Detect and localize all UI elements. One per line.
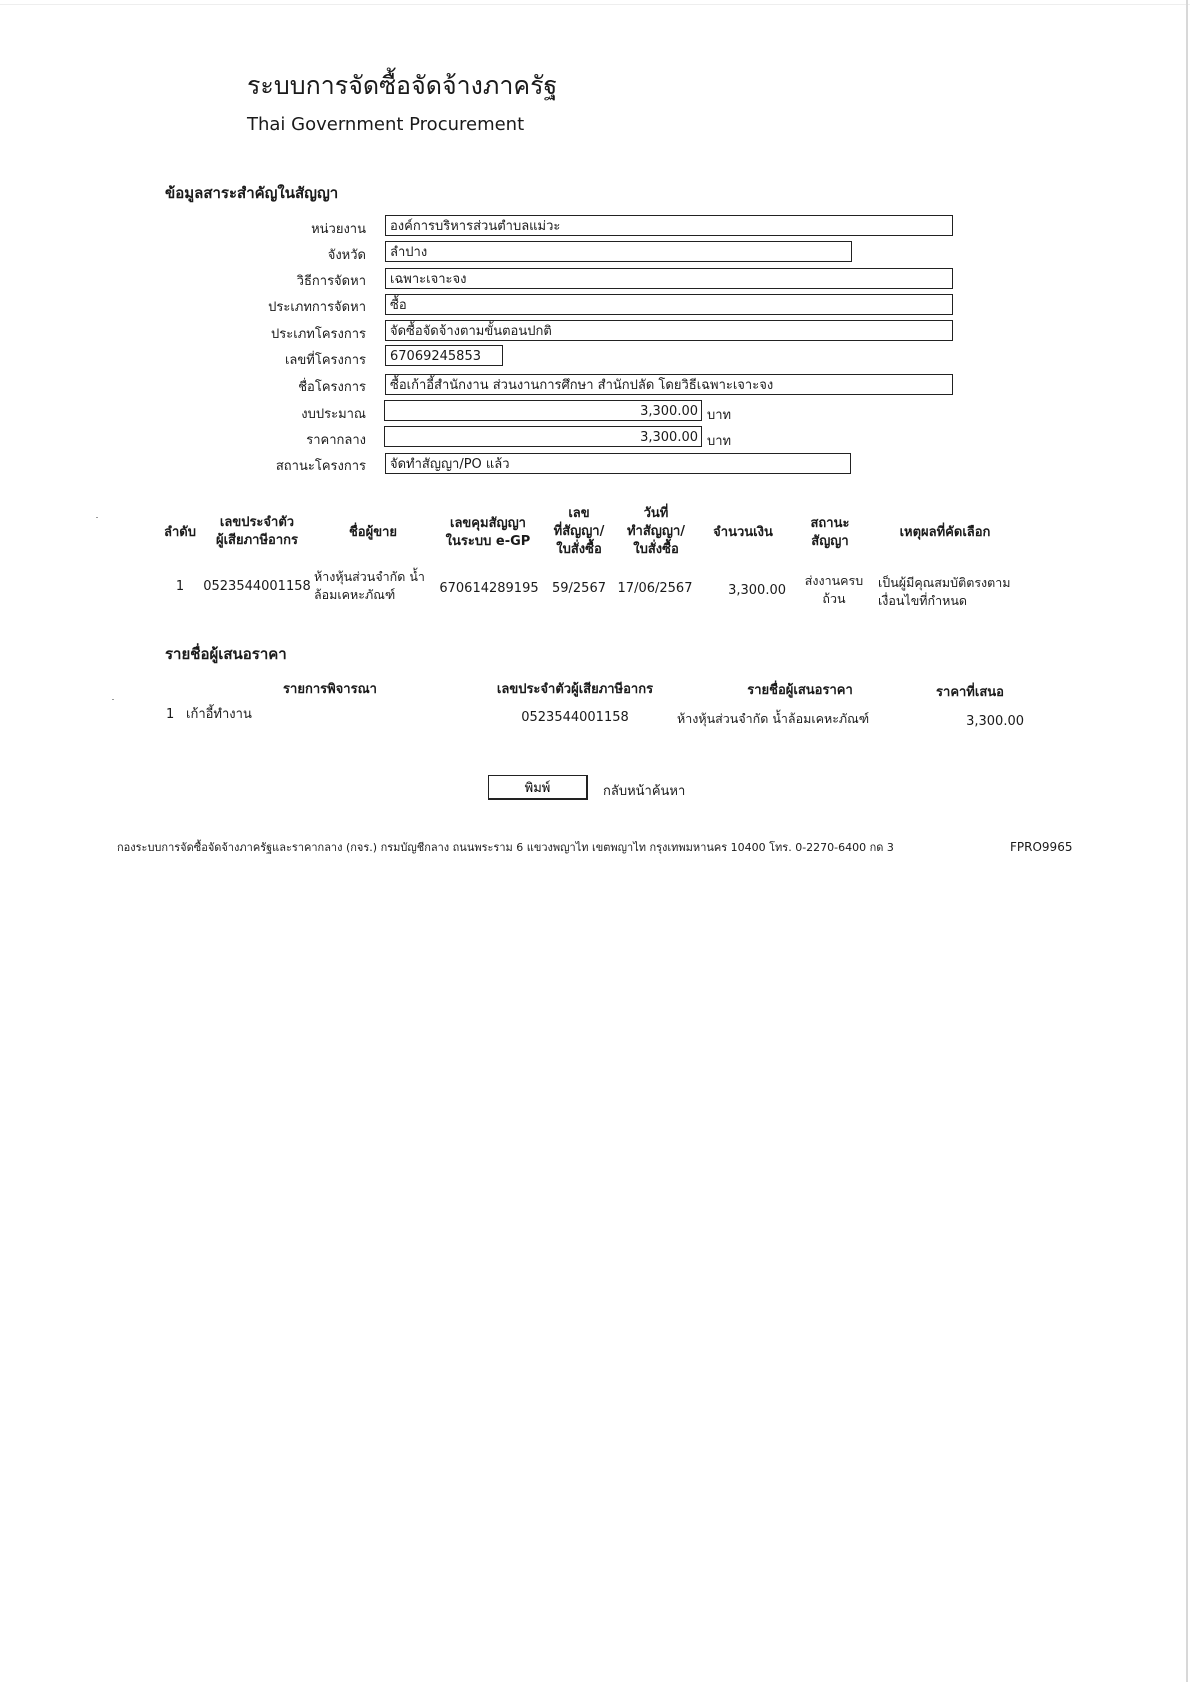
contract-date: 17/06/2567 [617, 581, 693, 596]
bidders-header-name: รายชื่อผู้เสนอราคา [747, 683, 853, 698]
project-name-row [0, 372, 366, 396]
method-label: วิธีการจัดหา [296, 274, 366, 289]
contract-tax-id: 0523544001158 [203, 579, 311, 594]
ref-price-unit: บาท [707, 434, 732, 449]
project-name-field: ซื้อเก้าอี้สำนักงาน ส่วนงานการศึกษา สำนักปลัด โดยวิธีเฉพาะเจาะจง [385, 374, 953, 395]
page-subtitle: Thai Government Procurement [247, 114, 525, 135]
project-type-field: จัดซื้อจัดจ้างตามขั้นตอนปกติ [385, 320, 953, 341]
contracts-header-amount: จำนวนเงิน [713, 525, 773, 540]
contracts-header-contract-date: วันที่ ทำสัญญา/ ใบสั่งซื้อ [626, 506, 685, 557]
scan-speck [112, 699, 114, 700]
project-no-label: เลขที่โครงการ [284, 353, 366, 368]
budget-unit: บาท [707, 408, 732, 423]
ref-price-field: 3,300.00 [384, 426, 702, 447]
footer-code: FPRO9965 [1010, 840, 1073, 854]
contracts-header-control-no: เลขคุมสัญญา ในระบบ e-GP [445, 516, 531, 549]
summary-section-title: ข้อมูลสาระสำคัญในสัญญา [165, 184, 339, 202]
agency-row [0, 214, 366, 238]
project-name-label: ชื่อโครงการ [298, 380, 366, 395]
bidder-price: 3,300.00 [966, 714, 1024, 729]
budget-row [0, 399, 366, 423]
scan-speck [96, 517, 98, 518]
province-label: จังหวัด [327, 248, 366, 263]
project-no-field: 67069245853 [385, 345, 503, 366]
agency-label: หน่วยงาน [311, 222, 366, 237]
agency-field: องค์การบริหารส่วนตำบลแม่วะ [385, 215, 953, 236]
bidders-header-tax-id: เลขประจำตัวผู้เสียภาษีอากร [496, 682, 654, 697]
contract-amount: 3,300.00 [728, 583, 786, 598]
bidders-header-price: ราคาที่เสนอ [936, 685, 1004, 700]
print-button[interactable]: พิมพ์ [488, 775, 588, 800]
project-type-label: ประเภทโครงการ [271, 327, 366, 342]
bidder-tax-id: 0523544001158 [521, 710, 629, 725]
scan-top-edge [0, 4, 1190, 5]
proc-type-label: ประเภทการจัดหา [268, 300, 366, 315]
back-to-search-link[interactable]: กลับหน้าค้นหา [603, 784, 686, 799]
status-label: สถานะโครงการ [275, 459, 366, 474]
project-type-row [0, 319, 366, 343]
contract-vendor: ห้างหุ้นส่วนจำกัด น้ำ ล้อมเคหะภัณฑ์ [314, 569, 425, 602]
bidder-name: ห้างหุ้นส่วนจำกัด น้ำล้อมเคหะภัณฑ์ [677, 711, 870, 726]
bidders-section-title: รายชื่อผู้เสนอราคา [165, 645, 287, 663]
contracts-header-status: สถานะ สัญญา [810, 516, 850, 549]
page-title: ระบบการจัดซื้อจัดจ้างภาครัฐ [247, 71, 558, 100]
proc-type-row [0, 292, 366, 316]
province-row [0, 240, 366, 264]
bidder-item: เก้าอี้ทำงาน [186, 707, 252, 722]
contract-no: 59/2567 [551, 581, 606, 596]
proc-type-field: ซื้อ [385, 294, 953, 315]
project-no-row [0, 345, 366, 369]
province-field: ลำปาง [385, 241, 852, 262]
budget-field: 3,300.00 [384, 400, 702, 421]
bidder-seq: 1 [166, 707, 175, 722]
budget-label: งบประมาณ [301, 407, 366, 422]
ref-price-label: ราคากลาง [306, 433, 366, 448]
contracts-header-contract-no: เลข ที่สัญญา/ ใบสั่งซื้อ [553, 506, 605, 557]
ref-price-row [0, 425, 366, 449]
scan-right-edge [1186, 0, 1188, 1682]
contracts-header-tax-id: เลขประจำตัว ผู้เสียภาษีอากร [215, 515, 298, 548]
status-field: จัดทำสัญญา/PO แล้ว [385, 453, 851, 474]
contract-reason: เป็นผู้มีคุณสมบัติตรงตาม เงื่อนไขที่กำหนด [878, 575, 1011, 608]
contract-seq: 1 [175, 579, 185, 594]
contract-control-no: 670614289195 [439, 581, 539, 596]
contracts-header-vendor: ชื่อผู้ขาย [348, 525, 398, 540]
bidders-header-item: รายการพิจารณา [283, 682, 377, 697]
contracts-header-reason: เหตุผลที่คัดเลือก [899, 525, 991, 540]
status-row [0, 451, 366, 475]
contract-status: ส่งงานครบ ถ้วน [804, 573, 864, 606]
method-field: เฉพาะเจาะจง [385, 268, 953, 289]
method-row [0, 266, 366, 290]
footer-address: กองระบบการจัดซื้อจัดจ้างภาครัฐและราคากลาง (กจร.) กรมบัญชีกลาง ถนนพระราม 6 แขวงพญาไท เขตพญาไท กรุงเทพมหานคร 10400 โทร. 0-2270-6400 กด 3 [117, 841, 894, 854]
contracts-header-seq: ลำดับ [164, 525, 196, 540]
